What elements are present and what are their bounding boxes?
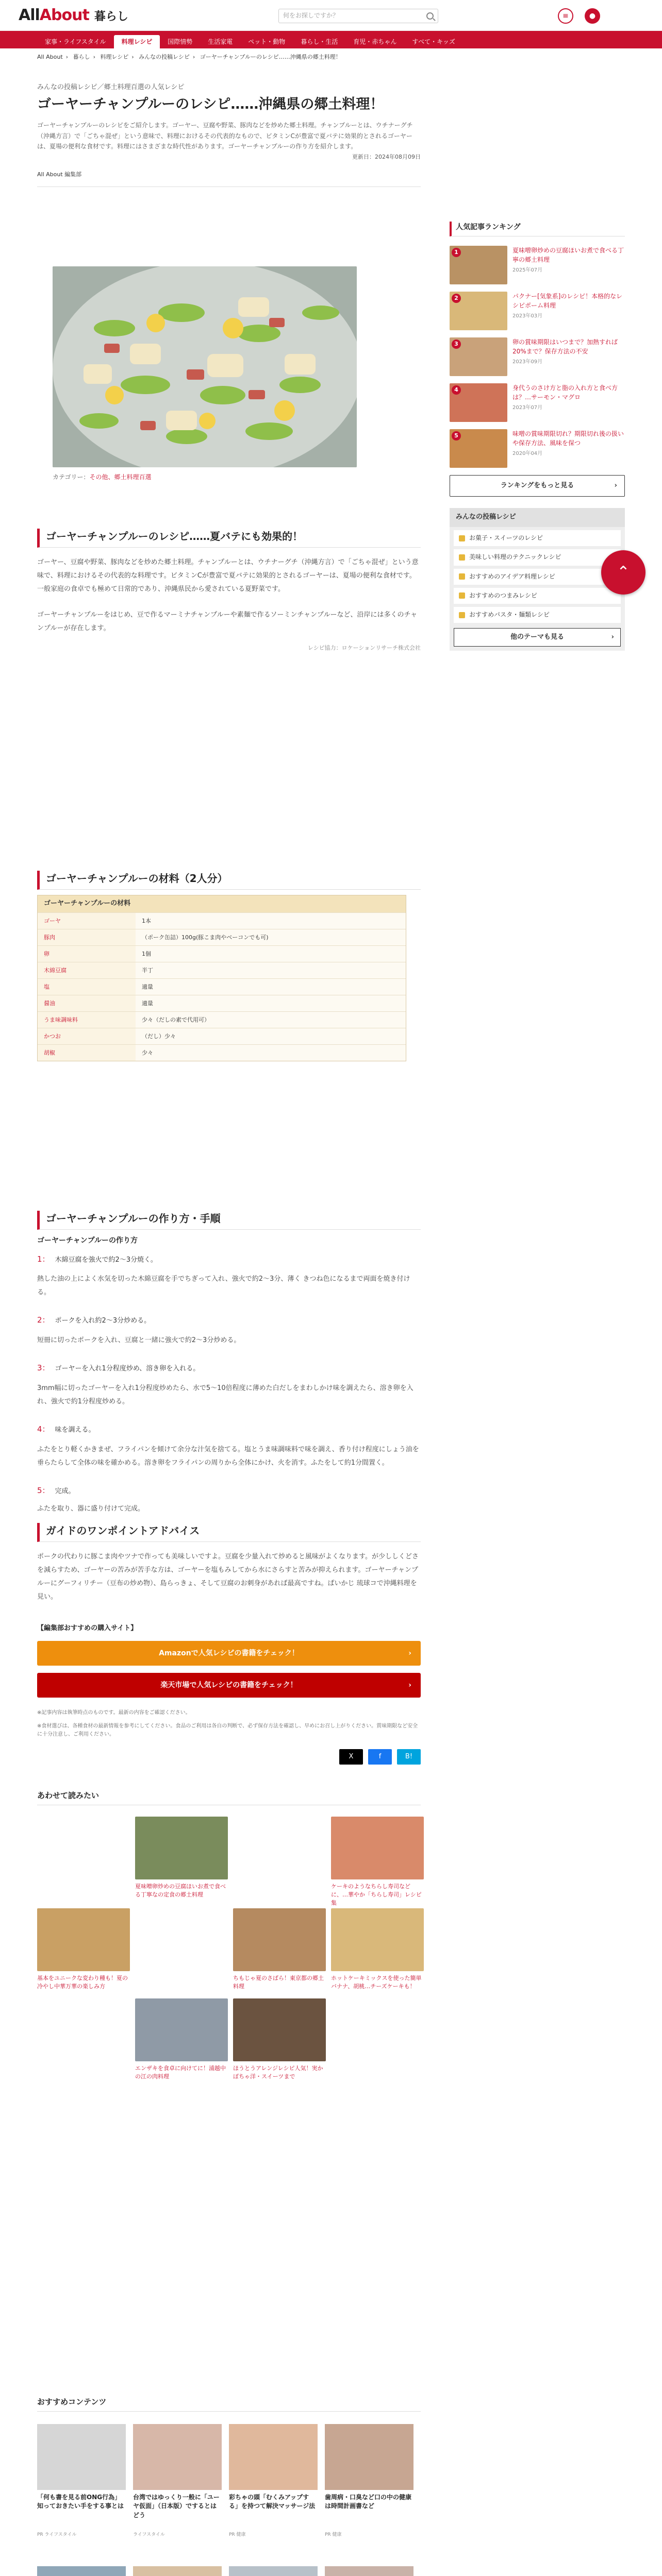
recommend-grid — [37, 2412, 421, 2576]
page-title: ゴーヤーチャンプルーのレシピ……沖縄県の郷土料理！ — [37, 96, 384, 112]
photo-caption: カテゴリー：その他、郷土料理百選 — [53, 473, 152, 481]
bookmark-icon — [459, 535, 465, 541]
recommend-card[interactable] — [229, 2566, 318, 2576]
table-row: 木綿豆腐 半丁 — [38, 962, 406, 978]
facebook-share-icon[interactable]: f — [368, 1749, 392, 1765]
share-buttons — [37, 1749, 421, 1765]
menu-icon[interactable]: ≡ — [558, 8, 573, 24]
related-card[interactable]: ほうとうアレンジレシピ人気！実かぼちゃ洋・スイーツまで — [233, 1998, 326, 2089]
amazon-button[interactable]: Amazonで人気レシピの書籍をチェック！ › — [37, 1641, 421, 1666]
recipe-credit: レシピ協力：ロケーションリサーチ株式会社 — [307, 644, 421, 651]
popular-item[interactable]: おすすめのアイデア料理レシピ — [454, 569, 621, 585]
advice-text: ポークの代わりに豚こま肉やツナで作っても美味しいですよ。豆腐を少量入れて炒めると風味がよくなります。が少ししくどさを減らすため、ゴーヤーの苦みが苦手な方は、ゴーヤーを塩もみしてから水にさらすと苦みが抑えられます。ゴーヤーチャンプルーにグーフィリチー（豆布の炒め物）、島らっきょ、そして豆腐のお刺身があれば最高ですね。ぱいかじ 琉球コで沖縄料理を見い。 — [37, 1552, 419, 1601]
table-row: 豚肉 （ポーク缶詰）100g(豚こま肉やベーコンでも可) — [38, 929, 406, 945]
ingredients-title: ゴーヤーチャンプルーの材料（2人分） — [37, 871, 421, 890]
related-card[interactable]: ケーキのようなちらし寿司などに、…華やか「ちらし寿司」レシピ集 — [331, 1817, 424, 1907]
hatena-share-icon[interactable]: B! — [397, 1749, 421, 1765]
related-card[interactable]: 夏味噌卵炒めの豆腐ほいお煮で食べる丁寧なの定食の郷土料理 — [135, 1817, 228, 1907]
article-lead: みんなの投稿レシピ／郷土料理百選の人気レシピ — [37, 83, 185, 91]
table-header: ゴーヤーチャンプルーの材料 — [38, 895, 406, 912]
step-body: 短冊に切ったポークを入れ、豆腐と一緒に強火で約2〜3分炒める。 — [37, 1336, 241, 1345]
section-title: ゴーヤーチャンプルーのレシピ……夏バテにも効果的！ — [37, 529, 421, 548]
related-grid — [37, 1805, 421, 2176]
step-body: ふたを取り、器に盛り付けて完成。 — [37, 1504, 145, 1513]
recommend-card[interactable] — [37, 2566, 126, 2576]
step-body: ふたをとり軽くかきまぜ、フライパンを傾けて余分な汁気を捨てる。塩とうま味調味料で味を調え、香り付け程度にしょう油を垂らたらして全体の味を確かめる。溶き卵をフライパンの周りから全体にかけ、火を消す。ふたをして約1分間置く。 — [37, 1445, 419, 1467]
recommend-card[interactable]: 台湾ではゆっくり一般に「ユーヤ仮面」（日本版）でするとはどう ライフスタイル — [133, 2424, 222, 2538]
popular-box — [450, 508, 625, 651]
ranking-more-button[interactable]: ランキングをもっと見る › — [450, 475, 625, 497]
category-nav — [0, 31, 662, 48]
step-body: 熱した油の上によく水気を切った木綿豆腐を手でちぎって入れ、強火で約2〜3分、薄く きつね色になるまで両面を焼き付ける。 — [37, 1275, 410, 1297]
scroll-top-button[interactable]: ⌃ — [601, 550, 646, 595]
popular-item[interactable]: 美味しい料理のテクニックレシピ — [454, 549, 621, 565]
step-list — [37, 1253, 421, 1516]
related-card[interactable]: エンザキを食卓に向けてに！浦越中の江の肉料理 — [135, 1998, 228, 2089]
popular-item[interactable]: おすすめのつまみレシピ — [454, 588, 621, 604]
category-link[interactable]: その他、郷土料理百選 — [89, 473, 152, 481]
ranking-item[interactable]: 3 卵の賞味期限はいつまで？加熱すれば20%まで？保存方法の不安 2023年09月 — [450, 337, 625, 376]
table-row: 塩 適量 — [38, 978, 406, 995]
logo-all: All — [19, 6, 40, 24]
advice-title: ガイドのワンポイントアドバイス — [37, 1523, 421, 1542]
breadcrumb: All About › 暮らし › 料理レシピ › みんなの投稿レシピ › ゴーヤーチャンプルーのレシピ……沖縄県の郷土料理！ — [37, 54, 341, 60]
bookmark-icon — [459, 592, 465, 599]
bookmark-icon — [459, 612, 465, 618]
nav-item-appliances[interactable]: 生活家電 — [208, 38, 233, 45]
breadcrumb-item[interactable]: All About — [37, 54, 63, 60]
recommend-heading: おすすめコンテンツ — [37, 2396, 421, 2412]
table-row: 醤油 適量 — [38, 995, 406, 1011]
breadcrumb-item[interactable]: 暮らし — [73, 54, 90, 60]
popular-heading: みんなの投稿レシピ — [450, 508, 625, 527]
table-row: ゴーヤ 1本 — [38, 912, 406, 929]
search-input[interactable] — [278, 9, 438, 23]
step-heading: 2： ポークを入れ約2〜3分炒める。 — [37, 1315, 151, 1325]
article-description: ゴーヤーチャンプルーのレシピをご紹介します。ゴーヤー、豆腐や野菜、豚肉などを炒めた郷土料理。チャンプルーとは、ウチナーグチ（沖縄方言）で「ごちゃ混ぜ」という意味で、料理におけるその代表的なもので、ビタミンCが豊富で夏バテに効果的とされるゴーヤーは、夏場の便利な食材です。料理にはさまざまな時代性があります。ゴーヤーチャンプルーの作り方を紹介します。 — [37, 122, 413, 150]
author-name[interactable]: All About 編集部 — [37, 170, 421, 187]
chevron-right-icon: › — [408, 1681, 411, 1690]
related-card[interactable]: ホットケーキミックスを使った簡単バナナ、胡桃…チーズケーキも！ — [331, 1908, 424, 1999]
disclaimer: ※記事内容は執筆時点のものです。最新の内容をご確認ください。 — [37, 1710, 191, 1716]
site-logo[interactable] — [19, 3, 128, 28]
related-card[interactable]: ちもじゃ夏のさばら！東京都の郷土料理 — [233, 1908, 326, 1999]
breadcrumb-item[interactable]: みんなの投稿レシピ — [139, 54, 190, 60]
ingredients-table — [37, 895, 406, 1061]
goya-champuru-image — [53, 266, 357, 467]
ranking-item[interactable]: 2 パクナー[気象系]のレシピ！本格的なレシピポーム料理 2023年03月 — [450, 292, 625, 330]
table-row: 胡椒 少々 — [38, 1044, 406, 1061]
section-paragraph: ゴーヤーチャンプルーをはじめ、豆で作るマーミナチャンプルーや素麺で作るソーミンチャンプルーなど、沿岸には多くのチャンプルーが存在します。 — [37, 611, 418, 632]
recommend-card[interactable]: 彩ちゃの頭「むくみアップする」を持つて解決マッサージ法 PR 健康 — [229, 2424, 318, 2538]
breadcrumb-item[interactable]: 料理レシピ — [100, 54, 129, 60]
nav-item-recipe[interactable]: 料理レシピ — [114, 35, 160, 48]
nav-item-lifestyle[interactable]: 家事・ライフスタイル — [45, 38, 106, 45]
table-row: かつお （だし）少々 — [38, 1028, 406, 1044]
related-card[interactable]: 基本をユニークな変わり種も！夏の冷やし中華万華の楽しみ方 — [37, 1908, 130, 1999]
ranking-item[interactable]: 5 味噌の賞味期限切れ？期限切れ後の扱いや保存方法、風味を保つ 2020年04月 — [450, 429, 625, 468]
section-paragraph: ゴーヤー、豆腐や野菜、豚肉などを炒めた郷土料理。チャンプルーとは、ウチナーグチ（沖縄方言）で「ごちゃ混ぜ」という意味で、料理におけるその代表的な料理です。ビタミンCが豊富で夏バテに効果的とされるゴーヤーは、夏場の便利な食材です。一般家庭の食卓でも極めて日常的であり、沖縄県民から愛されている夏野菜です。 — [37, 558, 419, 593]
table-row: うま味調味料 少々（だしの素で代用可） — [38, 1011, 406, 1028]
search-placeholder: 何をお探しですか？ — [283, 12, 339, 20]
x-share-icon[interactable]: X — [339, 1749, 363, 1765]
ranking-heading: 人気記事ランキング — [450, 222, 625, 236]
user-icon[interactable]: ● — [585, 8, 600, 24]
popular-item[interactable]: おすすめパスタ・麺類レシピ — [454, 607, 621, 623]
howto-subtitle: ゴーヤーチャンプルーの作り方 — [37, 1236, 138, 1245]
step-heading: 1： 木綿豆腐を強火で約2〜3分焼く。 — [37, 1254, 157, 1264]
recommend-card[interactable] — [325, 2566, 413, 2576]
sidebar — [450, 222, 625, 651]
recommend-card[interactable]: 「何も書を見る前ONG行為」知っておきたい手をする事とは PR ライフスタイル — [37, 2424, 126, 2538]
recipe-photo — [53, 266, 357, 467]
disclaimer: ※食材選びは、各種食材の最新情報を参考にしてください。食品のご利用は各自の判断で、必ず保存方法を確認し、早めにお召し上がりください。賞味期限など安全に十分注意し、ご利用ください。 — [37, 1723, 418, 1738]
site-header — [0, 0, 662, 31]
article — [37, 82, 421, 2176]
related-heading: あわせて読みたい — [37, 1789, 421, 1805]
nav-item-pets[interactable]: ペット・動物 — [248, 38, 286, 45]
chevron-right-icon: › — [611, 633, 614, 641]
recommend-section — [37, 2396, 421, 2576]
shop-heading: 【編集部おすすめの購入サイト】 — [37, 1624, 138, 1632]
recommend-card[interactable]: 歯周病・口臭など口の中の健康は時間計画書など PR 健康 — [325, 2424, 413, 2538]
table-row: 卵 1個 — [38, 945, 406, 962]
chevron-right-icon: › — [408, 1649, 411, 1658]
updated-date: 更新日：2024年08月09日 — [352, 154, 421, 161]
rakuten-button[interactable]: 楽天市場で人気レシピの書籍をチェック！ › — [37, 1673, 421, 1698]
nav-item-childcare[interactable]: 育児・赤ちゃん — [353, 38, 397, 45]
chevron-right-icon: › — [614, 481, 617, 489]
popular-item[interactable]: お菓子・スイーツのレシピ — [454, 530, 621, 546]
breadcrumb-current: ゴーヤーチャンプルーのレシピ……沖縄県の郷土料理！ — [200, 54, 341, 60]
nav-item-all[interactable]: すべて・キッズ — [412, 38, 455, 45]
popular-more-button[interactable]: 他のテーマも見る › — [454, 628, 621, 647]
bookmark-icon — [459, 573, 465, 580]
bookmark-icon — [459, 554, 465, 561]
logo-about: About — [39, 6, 89, 24]
step-heading: 3： ゴーヤーを入れ1分程度炒め、溶き卵を入れる。 — [37, 1363, 200, 1373]
nav-item-world[interactable]: 国際情勢 — [168, 38, 193, 45]
ranking-item[interactable]: 4 身代うのさけ方と脂の入れ方と食べ方は？…サーモン・マグロ 2023年07月 — [450, 383, 625, 422]
nav-item-living[interactable]: 暮らし・生活 — [301, 38, 338, 45]
step-heading: 5： 完成。 — [37, 1485, 75, 1495]
step-body: 3mm幅に切ったゴーヤーを入れ1分程度炒めたら、水で5〜10倍程度に薄めた白だしをまわしかけ味を調えたら、溶き卵を入れ、強火で約1分程度炒める。 — [37, 1384, 413, 1405]
logo-category: 暮らし — [94, 10, 128, 23]
ranking-item[interactable]: 1 夏味噌卵炒めの豆腐ほいお煮で食べる丁寧の郷土料理 2025年07月 — [450, 246, 625, 284]
recommend-card[interactable] — [133, 2566, 222, 2576]
howto-title: ゴーヤーチャンプルーの作り方・手順 — [37, 1211, 421, 1230]
search-icon[interactable] — [426, 12, 434, 20]
step-heading: 4： 味を調える。 — [37, 1424, 95, 1434]
